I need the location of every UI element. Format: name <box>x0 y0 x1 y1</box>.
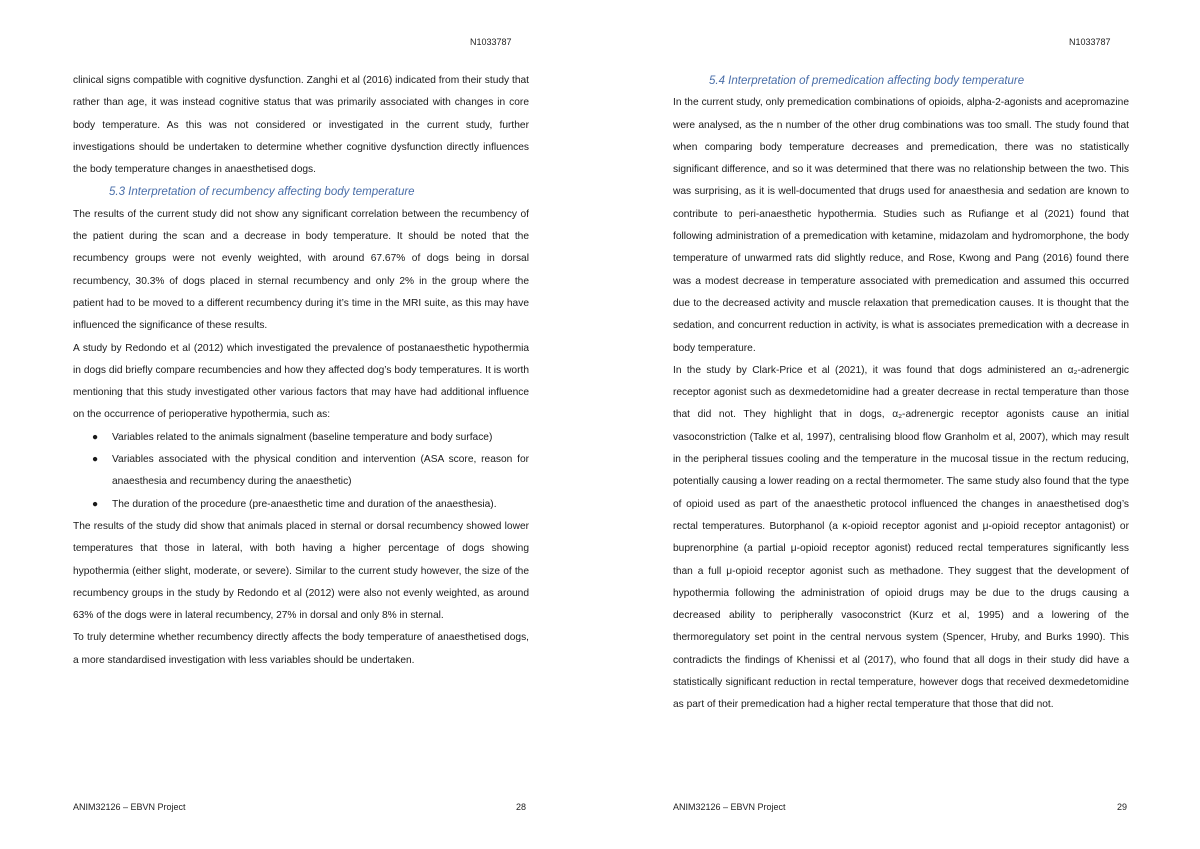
paragraph: In the study by Clark-Price et al (2021), it was found that dogs administered an α₂-adrenergic receptor agonist such as dexmedetomidine had a greater decrease in rectal temperature than those that did not. They highlight that in dogs, α₂-adrenergic receptor agonists cause an initial vasoconstriction (Talke et al, 1997), centralising blood flow Granholm et al, 2007), which may result in the peripheral tissues cooling and the temperature in the mucosal tissue in the rectum reducing, potentially causing a lower reading on a rectal thermometer. The same study also found that the type of opioid used as part of the anaesthetic protocol influenced the changes in anaesthetised dog’s rectal temperatures. Butorphanol (a κ-opioid receptor agonist and μ-opioid receptor antagonist) or buprenorphine (a partial μ-opioid receptor agonist) reduced rectal temperatures significantly less than a full μ-opioid receptor agonist such as methadone. They suggest that the development of hypothermia following the administration of opioid drugs may be due to the drugs causing a decreased ability to peripherally vasoconstrict (Kurz et al, 1995) and a lowering of the thermoregulatory set point in the central nervous system (Spencer, Hruby, and Burks 1990). This contradicts the findings of Khenissi et al (2017), who found that all dogs in their study did have a statistically significant reduction in rectal temperature, however dogs that received dexmedetomidine as part of their premedication had a higher rectal temperature that those that did not. <box>673 364 1129 711</box>
paragraph: The results of the study did show that animals placed in sternal or dorsal recumbency showed lower temperatures that those in lateral, with both having a higher percentage of dogs showing hypothermia (either slight, moderate, or severe). Similar to the current study however, the size of the recumbency groups in the study by Redondo et al (2012) were also not evenly weighted, as around 63% of the dogs were in lateral recumbency, 27% in dorsal and only 8% in sternal. <box>73 520 529 622</box>
page-header-id: N1033787 <box>470 37 512 47</box>
paragraph: clinical signs compatible with cognitive dysfunction. Zanghi et al (2016) indicated from their study that rather than age, it was instead cognitive status that was primarily associated with changes in core body temperature. As this was not considered or investigated in the current study, further investigations should be undertaken to determine whether cognitive dysfunction directly influences the body temperature changes in anaesthetised dogs. <box>73 75 529 176</box>
page-header-id: N1033787 <box>1069 37 1111 47</box>
page-number: 28 <box>516 802 527 812</box>
paragraph: In the current study, only premedication combinations of opioids, alpha-2-agonists and acepromazine were analysed, as the n number of the other drug combinations was too small. The study found that when comparing body temperature decreases and premedication, there was no statistically significant difference, and so it was determined that there was no relationship between the two. This was surprising, as it is well-documented that drugs used for anaesthesia and sedation are known to contribute to peri-anaesthetic hypothermia. Studies such as Rufiange et al (2021) found that following administration of a premedication with ketamine, midazolam and hydromorphone, the body temperature of unwarmed rats did slightly reduce, and Rose, Kwong and Pang (2016) found there was a modest decrease in temperature associated with premedication and assumed this occurred due to the decreased activity and muscle relaxation that premedication causes. It is thought that the sedation, and concurrent reduction in activity, is what is associates premedication with a decrease in body temperature. <box>673 97 1129 354</box>
bullet-list <box>73 427 529 516</box>
paragraph: A study by Redondo et al (2012) which investigated the prevalence of postanaesthetic hypothermia in dogs did briefly compare recumbencies and how they affected dog’s body temperatures. It is worth mentioning that this study investigated other various factors that may have had additional influence on the occurrence of perioperative hypothermia, such as: <box>73 342 529 421</box>
list-item-text: Variables associated with the physical condition and intervention (ASA score, reason for anaesthesia and recumbency during the anaesthetic) <box>112 454 529 488</box>
page-body <box>73 70 529 672</box>
bullet-icon: ● <box>92 431 99 443</box>
list-item-text: The duration of the procedure (pre-anaesthetic time and duration of the anaesthesia). <box>112 498 497 510</box>
section-heading-5-4: 5.4 Interpretation of premedication affecting body temperature <box>709 75 1025 87</box>
page-number: 29 <box>1117 802 1128 812</box>
list-item <box>92 494 529 516</box>
bullet-icon: ● <box>92 498 99 510</box>
bullet-icon: ● <box>92 454 99 466</box>
list-item-text: Variables related to the animals signalment (baseline temperature and body surface) <box>112 431 493 443</box>
page-footer-label: ANIM32126 – EBVN Project <box>73 802 186 812</box>
section-heading-5-3: 5.3 Interpretation of recumbency affecting body temperature <box>109 186 415 199</box>
list-item <box>92 427 529 449</box>
paragraph: To truly determine whether recumbency directly affects the body temperature of anaesthetised dogs, a more standardised investigation with less variables should be undertaken. <box>73 632 529 666</box>
page-body <box>673 70 1129 717</box>
paragraph: The results of the current study did not show any significant correlation between the recumbency of the patient during the scan and a decrease in body temperature. It should be noted that the recumbency groups were not evenly weighted, with around 67.67% of dogs being in dorsal recumbency, 30.3% of dogs placed in sternal recumbency and only 2% in the group where the patient had to be moved to a different recumbency during it’s time in the MRI suite, as this may have influenced the significance of these results. <box>73 208 529 332</box>
list-item <box>92 449 529 494</box>
page-footer-label: ANIM32126 – EBVN Project <box>673 802 786 812</box>
page-29 <box>600 0 1200 849</box>
